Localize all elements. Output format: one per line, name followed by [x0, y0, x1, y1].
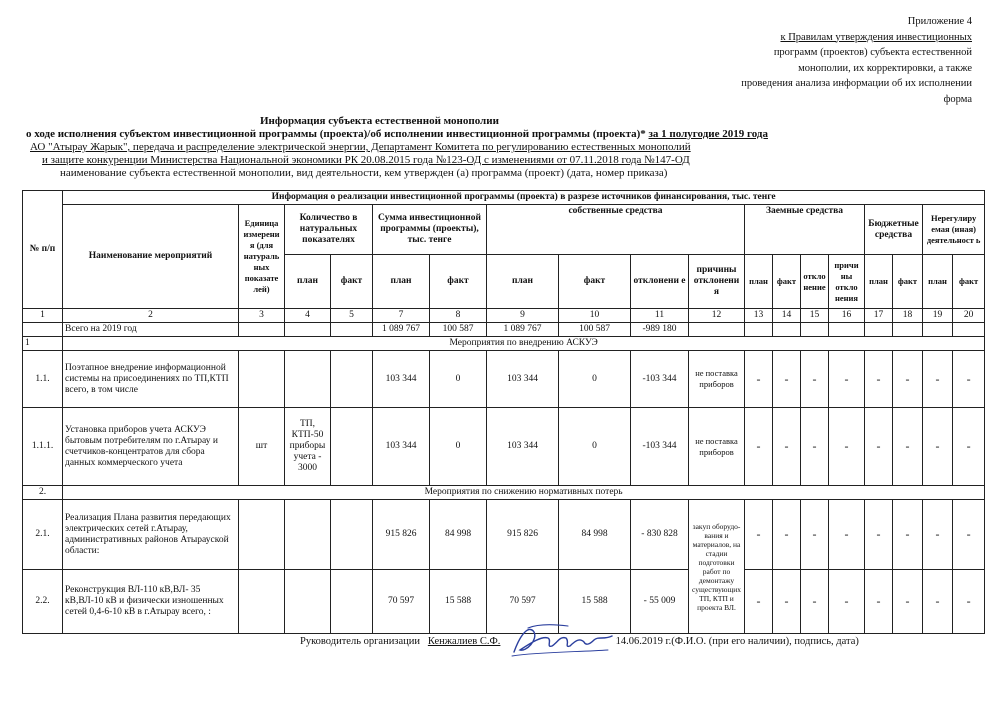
dash: - [923, 500, 953, 570]
row-2-reason: закуп оборудо-вания и материалов, на стадии подготовки работ по демонтажу существующих ТП, КТП и проекта ВЛ. [689, 500, 745, 634]
col-number: 8 [430, 309, 487, 323]
row-1-1-1-deviation: -103 344 [631, 408, 689, 486]
header-unreg-fact: факт [953, 255, 985, 309]
row-1-1-sum-plan: 103 344 [373, 351, 430, 408]
dash: - [829, 351, 865, 408]
dash: - [745, 351, 773, 408]
row-1-1-1-qty: ТП, КТП-50 приборы учета - 3000 [285, 408, 331, 486]
header-unit: Единица измерени я (для натураль ных показате лей) [239, 205, 285, 309]
dash: - [893, 351, 923, 408]
header-budget-fact: факт [893, 255, 923, 309]
dash: - [893, 408, 923, 486]
header-sum-plan: план [373, 255, 430, 309]
total-sum-plan: 1 089 767 [373, 323, 430, 337]
row-1-1-1-unit: шт [239, 408, 285, 486]
row-2-1-name: Реализация Плана развития передающих электрических сетей г.Атырау, административных районов Атырауской области: [63, 500, 239, 570]
appendix-note [612, 14, 972, 107]
col-number: 2 [63, 309, 239, 323]
row-2-2-num: 2.2. [23, 570, 63, 634]
dash: - [745, 408, 773, 486]
header-budget: Бюджетные средства [865, 205, 923, 255]
row-2-2-deviation: - 55 009 [631, 570, 689, 634]
footer-date-note: 14.06.2019 г.(Ф.И.О. (при его наличии), подпись, дата) [615, 636, 859, 647]
dash: - [829, 570, 865, 634]
col-number: 15 [801, 309, 829, 323]
row-2-1 [23, 500, 985, 570]
row-2-1-num: 2.1. [23, 500, 63, 570]
row-1-1-reason: не поставка приборов [689, 351, 745, 408]
row-2-1-own-plan: 915 826 [487, 500, 559, 570]
dash: - [801, 408, 829, 486]
row-2-1-deviation: - 830 828 [631, 500, 689, 570]
footer-name: Кенжалиев С.Ф. [427, 636, 501, 647]
dash: - [801, 351, 829, 408]
section-2-title: Мероприятия по снижению нормативных потерь [63, 486, 985, 500]
header-unreg-plan: план [923, 255, 953, 309]
appendix-line-3: программ (проектов) субъекта естественной [773, 47, 972, 58]
row-2-2-name: Реконструкция ВЛ-110 кВ,ВЛ- 35 кВ,ВЛ-10 кВ и физически изношенных сетей 0,4-6-10 кВ в г.Атырау всего, : [63, 570, 239, 634]
handwritten-signature [508, 622, 616, 660]
section-1-row [23, 337, 985, 351]
row-1-1-sum-fact: 0 [430, 351, 487, 408]
col-number: 19 [923, 309, 953, 323]
footer-label: Руководитель организации [300, 636, 420, 647]
header-budget-plan: план [865, 255, 893, 309]
header-own-reasons: причины отклонени я [689, 255, 745, 309]
header-info: Информация о реализации инвестиционной программы (проекта) в разрезе источников финансирования, тыс. тенге [63, 191, 985, 205]
row-1-1-own-fact: 0 [559, 351, 631, 408]
row-1-1-1-name: Установка приборов учета АСКУЭ бытовым потребителям по г.Атырау и счетчиков-концентратов для сбора данных коммерческого учета [63, 408, 239, 486]
title-line-2 [26, 128, 768, 141]
total-row [23, 323, 985, 337]
dash: - [923, 570, 953, 634]
col-number: 4 [285, 309, 331, 323]
dash: - [865, 351, 893, 408]
section-2-num: 2. [23, 486, 63, 500]
dash: - [953, 500, 985, 570]
dash: - [893, 570, 923, 634]
header-own: собственные средства [487, 205, 745, 255]
row-1-1-num: 1.1. [23, 351, 63, 408]
dash: - [953, 351, 985, 408]
total-sum-fact: 100 587 [430, 323, 487, 337]
section-1-num: 1 [23, 337, 63, 351]
dash: - [893, 500, 923, 570]
col-number: 3 [239, 309, 285, 323]
row-1-1-1-num: 1.1.1. [23, 408, 63, 486]
section-2-row [23, 486, 985, 500]
col-number: 17 [865, 309, 893, 323]
row-1-1-1 [23, 408, 985, 486]
row-1-1-1-sum-plan: 103 344 [373, 408, 430, 486]
dash: - [829, 408, 865, 486]
row-1-1-name: Поэтапное внедрение информационной системы на присоединениях по ТП,КТП всего, в том числе [63, 351, 239, 408]
appendix-line-1: Приложение 4 [907, 16, 972, 27]
header-own-plan: план [487, 255, 559, 309]
dash: - [865, 570, 893, 634]
title-line-2-text: о ходе исполнения субъектом инвестиционной программы (проекта)/об исполнении инвестиционной программы (проекта)* [26, 128, 646, 140]
header-loan: Заемные средства [745, 205, 865, 255]
dash: - [773, 408, 801, 486]
dash: - [923, 408, 953, 486]
total-deviation: -989 180 [631, 323, 689, 337]
row-1-1-1-reason: не поставка приборов [689, 408, 745, 486]
dash: - [745, 500, 773, 570]
header-own-fact: факт [559, 255, 631, 309]
dash: - [801, 570, 829, 634]
col-number: 16 [829, 309, 865, 323]
header-qty: Количество в натуральных показателях [285, 205, 373, 255]
col-number: 5 [331, 309, 373, 323]
row-1-1 [23, 351, 985, 408]
dash: - [773, 500, 801, 570]
row-2-1-own-fact: 84 998 [559, 500, 631, 570]
header-qty-plan: план [285, 255, 331, 309]
appendix-line-6: форма [943, 93, 972, 105]
dash: - [773, 570, 801, 634]
header-unregulated: Нерегулиру емая (иная) деятельност ь [923, 205, 985, 255]
dash: - [953, 408, 985, 486]
header-name: Наименование мероприятий [63, 205, 239, 309]
col-number: 18 [893, 309, 923, 323]
dash: - [953, 570, 985, 634]
header-sum-fact: факт [430, 255, 487, 309]
dash: - [865, 500, 893, 570]
header-own-deviation: отклонени е [631, 255, 689, 309]
col-number: 7 [373, 309, 430, 323]
appendix-line-5: проведения анализа информации об их исполнении [741, 78, 972, 89]
col-number: 20 [953, 309, 985, 323]
title-line-4: и защите конкуренции Министерства Национальной экономики РК 20.08.2015 года №123-ОД с изменениями от 07.11.2018 года №147-ОД [42, 154, 690, 166]
row-1-1-1-sum-fact: 0 [430, 408, 487, 486]
dash: - [801, 500, 829, 570]
row-2-1-sum-plan: 915 826 [373, 500, 430, 570]
col-number: 9 [487, 309, 559, 323]
investment-table [22, 190, 985, 634]
header-loan-deviation: откло нение [801, 255, 829, 309]
row-2-2-sum-fact: 15 588 [430, 570, 487, 634]
row-1-1-deviation: -103 344 [631, 351, 689, 408]
row-1-1-1-own-plan: 103 344 [487, 408, 559, 486]
col-number: 11 [631, 309, 689, 323]
dash: - [829, 500, 865, 570]
dash: - [745, 570, 773, 634]
header-sum: Сумма инвестиционной программы (проекты), тыс. тенге [373, 205, 487, 255]
column-numbers-row [23, 309, 985, 323]
header-loan-reasons: причи ны откло нения [829, 255, 865, 309]
title-line-1: Информация субъекта естественной монополии [260, 115, 499, 127]
section-1-title: Мероприятия по внедрению АСКУЭ [63, 337, 985, 351]
row-2-2 [23, 570, 985, 634]
row-1-1-own-plan: 103 344 [487, 351, 559, 408]
header-loan-plan: план [745, 255, 773, 309]
header-qty-fact: факт [331, 255, 373, 309]
appendix-line-4: монополии, их корректировки, а также [798, 62, 972, 74]
header-num: № п/п [23, 191, 63, 309]
row-2-1-sum-fact: 84 998 [430, 500, 487, 570]
total-label: Всего на 2019 год [63, 323, 239, 337]
col-number: 14 [773, 309, 801, 323]
col-number: 12 [689, 309, 745, 323]
dash: - [923, 351, 953, 408]
col-number: 1 [23, 309, 63, 323]
row-1-1-1-own-fact: 0 [559, 408, 631, 486]
row-2-2-sum-plan: 70 597 [373, 570, 430, 634]
row-2-2-own-plan: 70 597 [487, 570, 559, 634]
row-2-2-own-fact: 15 588 [559, 570, 631, 634]
report-period: за 1 полугодие 2019 года [648, 128, 768, 140]
dash: - [865, 408, 893, 486]
total-own-fact: 100 587 [559, 323, 631, 337]
header-loan-fact: факт [773, 255, 801, 309]
appendix-line-2: к Правилам утверждения инвестиционных [780, 31, 972, 43]
title-line-5: наименование субъекта естественной монополии, вид деятельности, кем утвержден (а) программа (проект) (дата, номер приказа) [60, 167, 668, 179]
col-number: 10 [559, 309, 631, 323]
col-number: 13 [745, 309, 773, 323]
dash: - [773, 351, 801, 408]
total-own-plan: 1 089 767 [487, 323, 559, 337]
title-line-3: АО "Атырау Жарык", передача и распределение электрической энергии, Департамент Комитета по регулированию естественных монополий [30, 141, 691, 153]
